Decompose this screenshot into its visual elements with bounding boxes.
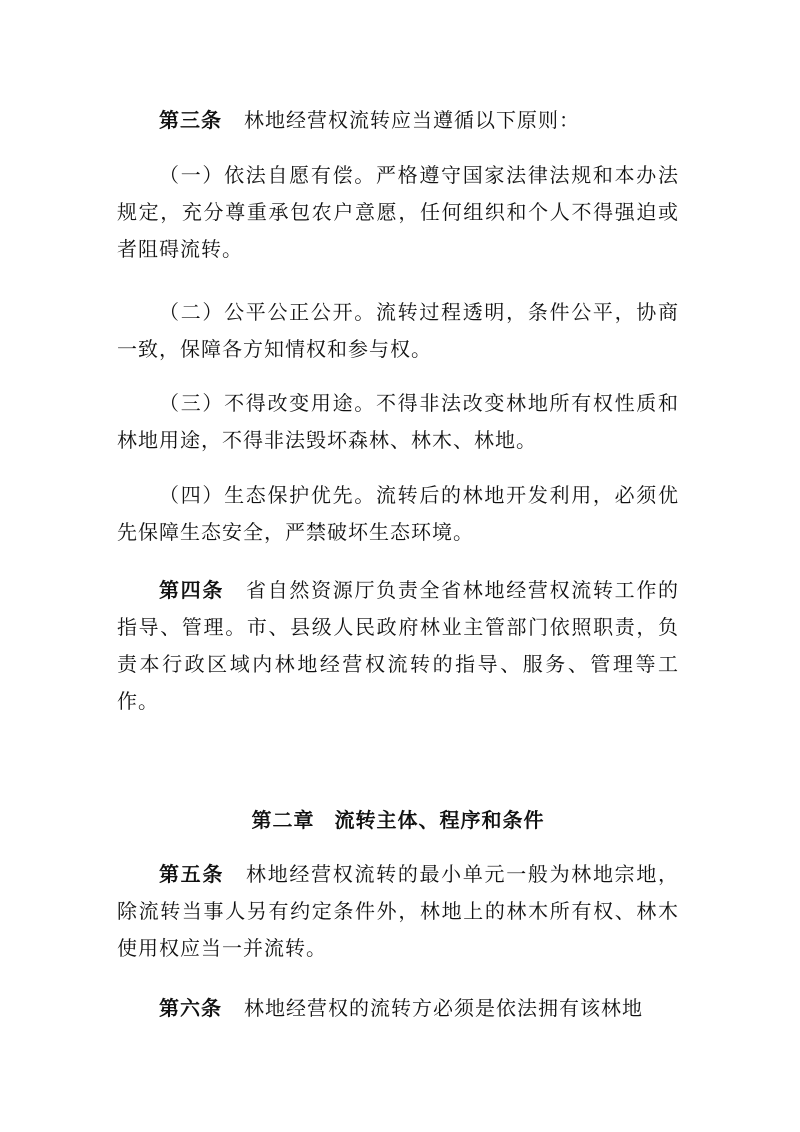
chapter-heading <box>117 802 679 839</box>
article-5-text: 林地经营权流转的最小单元一般为林地宗地，除流转当事人另有约定条件外，林地上的林木所有权、林木使用权应当一并流转。 <box>117 862 680 960</box>
principle-2: （二）公平公正公开。流转过程透明，条件公平，协商一致，保障各方知情权和参与权。 <box>117 300 679 361</box>
article-3 <box>117 102 679 139</box>
chapter-number: 第二章 <box>251 808 315 832</box>
article-6 <box>117 990 679 1027</box>
article-6-label: 第六条 <box>159 996 222 1020</box>
chapter-title: 流转主体、程序和条件 <box>334 808 545 832</box>
article-3-text: 林地经营权流转应当遵循以下原则： <box>244 108 580 132</box>
article-6-text: 林地经营权的流转方必须是依法拥有该林地 <box>244 996 643 1020</box>
article-4 <box>117 572 679 720</box>
article-4-text: 省自然资源厅负责全省林地经营权流转工作的指导、管理。市、县级人民政府林业主管部门依照职责，负责本行政区域内林地经营权流转的指导、服务、管理等工作。 <box>117 578 680 713</box>
article-5-label: 第五条 <box>159 862 225 886</box>
principle-3: （三）不得改变用途。不得非法改变林地所有权性质和林地用途，不得非法毁坏森林、林木、林地。 <box>117 391 679 452</box>
article-5 <box>117 856 679 967</box>
principle-4: （四）生态保护优先。流转后的林地开发利用，必须优先保障生态安全，严禁破坏生态环境。 <box>117 483 679 544</box>
article-3-label: 第三条 <box>159 108 222 132</box>
principle-1: （一）依法自愿有偿。严格遵守国家法律法规和本办法规定，充分尊重承包农户意愿，任何组织和个人不得强迫或者阻碍流转。 <box>117 163 679 261</box>
article-4-label: 第四条 <box>159 578 225 602</box>
